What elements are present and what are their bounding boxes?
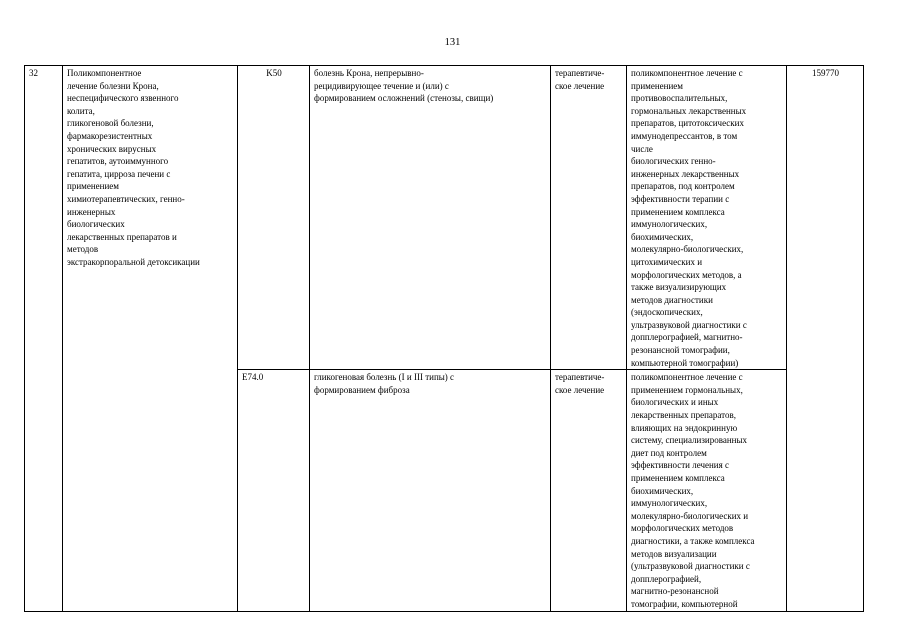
icd-code-cell: K50 [238, 66, 310, 370]
text-line: инженерных лекарственных [631, 168, 740, 179]
text-line: систему, специализированных [631, 435, 748, 446]
text-line: применением [631, 80, 683, 91]
text-line: поликомпонентное лечение с [631, 68, 743, 78]
treatment-table [24, 65, 864, 612]
treatment-name-cell [63, 66, 238, 612]
treatment-kind-cell [551, 370, 627, 611]
text-line: биологических и иных [631, 397, 719, 408]
text-line: ультразвуковой диагностики с [631, 319, 747, 330]
text-line: химиотерапевтических, генно- [67, 193, 185, 204]
text-line: числе [631, 143, 653, 154]
text-line: цитохимических и [631, 256, 703, 267]
text-line: гликогеновая болезнь (I и III типы) с [314, 372, 455, 383]
patient-model-cell [310, 370, 551, 611]
text-line: препаратов, цитотоксических [631, 118, 744, 129]
text-line: противовоспалительных, [631, 93, 728, 104]
text-line: гепатитов, аутоиммунного [67, 156, 169, 167]
text-line: эффективности терапии с [631, 193, 730, 204]
row-number-cell: 32 [25, 66, 63, 612]
cost-cell: 159770 [787, 66, 864, 612]
text-line: формированием осложнений (стенозы, свищи) [314, 93, 494, 104]
text-line: лекарственных препаратов, [631, 410, 736, 421]
text-line: применением [67, 181, 119, 192]
text-line: диагностики, а также комплекса [631, 535, 755, 546]
text-line: болезнь Крона, непрерывно- [314, 68, 424, 78]
text-line: допплерографией, магнитно- [631, 332, 743, 343]
icd-code-cell: E74.0 [238, 370, 310, 611]
text-line: формированием фиброза [314, 384, 410, 395]
text-line: гликогеновой болезни, [67, 118, 154, 129]
text-line: терапевтиче- [555, 372, 605, 383]
text-line: морфологических методов, а [631, 269, 742, 280]
text-line: (эндоскопических, [631, 307, 703, 318]
text-line: компьютерной томографии) [631, 357, 739, 368]
text-line: терапевтиче- [555, 68, 605, 78]
text-line: (ультразвуковой диагностики с [631, 561, 750, 572]
text-line: иммунологических, [631, 498, 708, 509]
text-line: эффективности лечения с [631, 460, 730, 471]
text-line: применением комплекса [631, 206, 725, 217]
text-line: методов визуализации [631, 548, 717, 559]
text-line: применением комплекса [631, 473, 725, 483]
text-line: молекулярно-биологических и [631, 510, 749, 521]
text-line: допплерографией, [631, 573, 702, 584]
text-line: фармакорезистентных [67, 130, 153, 141]
text-line: лечение болезни Крона, [67, 80, 159, 91]
text-line: влияющих на эндокринную [631, 422, 738, 433]
text-line: экстракорпоральной детоксикации [67, 256, 200, 267]
text-line: иммунологических, [631, 219, 708, 230]
patient-model-cell [310, 66, 551, 370]
text-line: поликомпонентное лечение с [631, 372, 743, 383]
text-line: также визуализирующих [631, 282, 727, 293]
treatment-kind-cell [551, 66, 627, 370]
text-line: Поликомпонентное [67, 68, 142, 78]
text-line: гормональных лекарственных [631, 105, 747, 116]
treatment-method-cell [627, 370, 787, 611]
text-line: томографии, компьютерной [631, 598, 738, 609]
text-line: биохимических, [631, 231, 694, 242]
treatment-method-cell [627, 66, 787, 370]
text-line: методов диагностики [631, 294, 713, 305]
text-line: методов [67, 244, 99, 255]
text-line: морфологических методов [631, 523, 734, 534]
text-line: ское лечение [555, 80, 605, 91]
text-line: биологических генно- [631, 156, 716, 167]
text-line: диет под контролем [631, 447, 707, 458]
text-line: магнитно-резонансной [631, 586, 719, 597]
text-line: ское лечение [555, 384, 605, 395]
text-line: резонансной томографии, [631, 345, 730, 356]
text-line: препаратов, под контролем [631, 181, 735, 192]
text-line: гепатита, цирроза печени с [67, 168, 171, 179]
table-row [25, 66, 864, 370]
text-line: колита, [67, 105, 95, 116]
text-line: рецидивирующее течение и (или) с [314, 80, 449, 91]
text-line: иммунодепрессантов, в том [631, 130, 738, 141]
text-line: биологических [67, 219, 125, 230]
page-number: 131 [444, 37, 461, 48]
text-line: инженерных [67, 206, 116, 217]
text-line: молекулярно-биологических, [631, 244, 744, 255]
text-line: применением гормональных, [631, 384, 743, 395]
text-line: хронических вирусных [67, 143, 157, 154]
text-line: лекарственных препаратов и [67, 231, 177, 242]
text-line: неспецифического язвенного [67, 93, 179, 104]
text-line: биохимических, [631, 485, 694, 496]
